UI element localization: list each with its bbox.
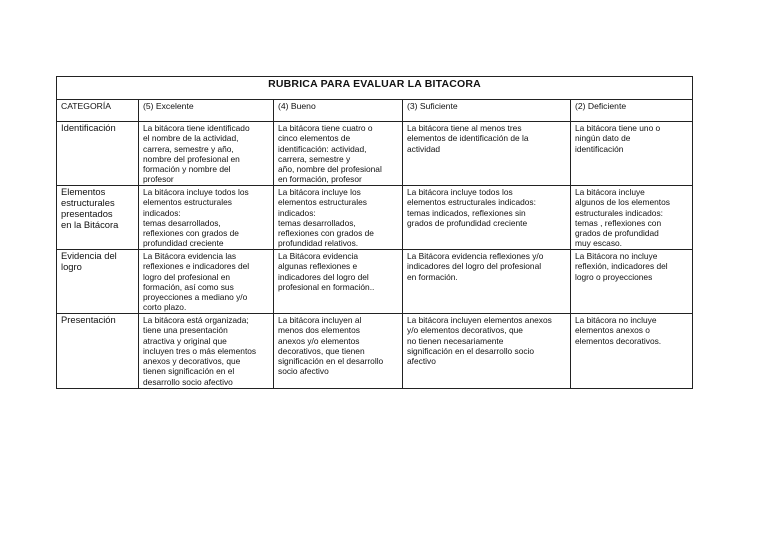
table-cell: La bitácora no incluye elementos anexos o elementos decorativos. xyxy=(571,314,693,389)
table-cell: La Bitácora evidencia reflexiones y/o indicadores del logro del profesional en formación. xyxy=(403,250,571,314)
header-deficiente: (2) Deficiente xyxy=(571,100,693,122)
header-suficiente: (3) Suficiente xyxy=(403,100,571,122)
table-cell: La bitácora incluye todos los elementos estructurales indicados: temas indicados, reflexiones sin grados de profundidad creciente xyxy=(403,186,571,250)
table-cell: La bitácora incluyen elementos anexos y/o elementos decorativos, que no tienen necesariamente significación en el desarrollo socio afectivo xyxy=(403,314,571,389)
table-row xyxy=(57,314,693,389)
table-cell: La Bitácora evidencia algunas reflexiones e indicadores del logro del profesional en formación.. xyxy=(274,250,403,314)
rubric-table xyxy=(56,76,693,389)
table-row xyxy=(57,122,693,186)
table-cell: La bitácora incluye algunos de los elementos estructurales indicados: temas , reflexiones con grados de profundidad muy escaso. xyxy=(571,186,693,250)
row-category-evidencia: Evidencia del logro xyxy=(57,250,139,314)
table-cell: La bitácora tiene identificado el nombre de la actividad, carrera, semestre y año, nombre del profesional en formación y nombre del profesor xyxy=(139,122,274,186)
table-cell: La bitácora tiene uno o ningún dato de identificación xyxy=(571,122,693,186)
title-row xyxy=(57,77,693,100)
table-cell: La bitácora incluyen al menos dos elementos anexos y/o elementos decorativos, que tienen significación en el desarrollo socio afectivo xyxy=(274,314,403,389)
table-cell: La bitácora incluye todos los elementos estructurales indicados: temas desarrollados, reflexiones con grados de profundidad creciente xyxy=(139,186,274,250)
row-category-identificacion: Identificación xyxy=(57,122,139,186)
table-row xyxy=(57,186,693,250)
header-category: CATEGORÍA xyxy=(57,100,139,122)
table-cell: La Bitácora no incluye reflexión, indicadores del logro o proyecciones xyxy=(571,250,693,314)
table-cell: La bitácora está organizada; tiene una presentación atractiva y original que incluyen tres o más elementos anexos y decorativos, que tienen significación en el desarrollo socio afectivo xyxy=(139,314,274,389)
table-cell: La Bitácora evidencia las reflexiones e indicadores del logro del profesional en formación, así como sus proyecciones a mediano y/o corto plazo. xyxy=(139,250,274,314)
row-category-elementos: Elementos estructurales presentados en la Bitácora xyxy=(57,186,139,250)
row-category-presentacion: Presentación xyxy=(57,314,139,389)
table-title: RUBRICA PARA EVALUAR LA BITACORA xyxy=(57,77,693,100)
header-bueno: (4) Bueno xyxy=(274,100,403,122)
table-cell: La bitácora tiene cuatro o cinco elementos de identificación: actividad, carrera, semestre y año, nombre del profesional en formación, profesor xyxy=(274,122,403,186)
table-cell: La bitácora incluye los elementos estructurales indicados: temas desarrollados, reflexiones con grados de profundidad relativos. xyxy=(274,186,403,250)
table-row xyxy=(57,250,693,314)
table-cell: La bitácora tiene al menos tres elementos de identificación de la actividad xyxy=(403,122,571,186)
header-excelente: (5) Excelente xyxy=(139,100,274,122)
header-row xyxy=(57,100,693,122)
